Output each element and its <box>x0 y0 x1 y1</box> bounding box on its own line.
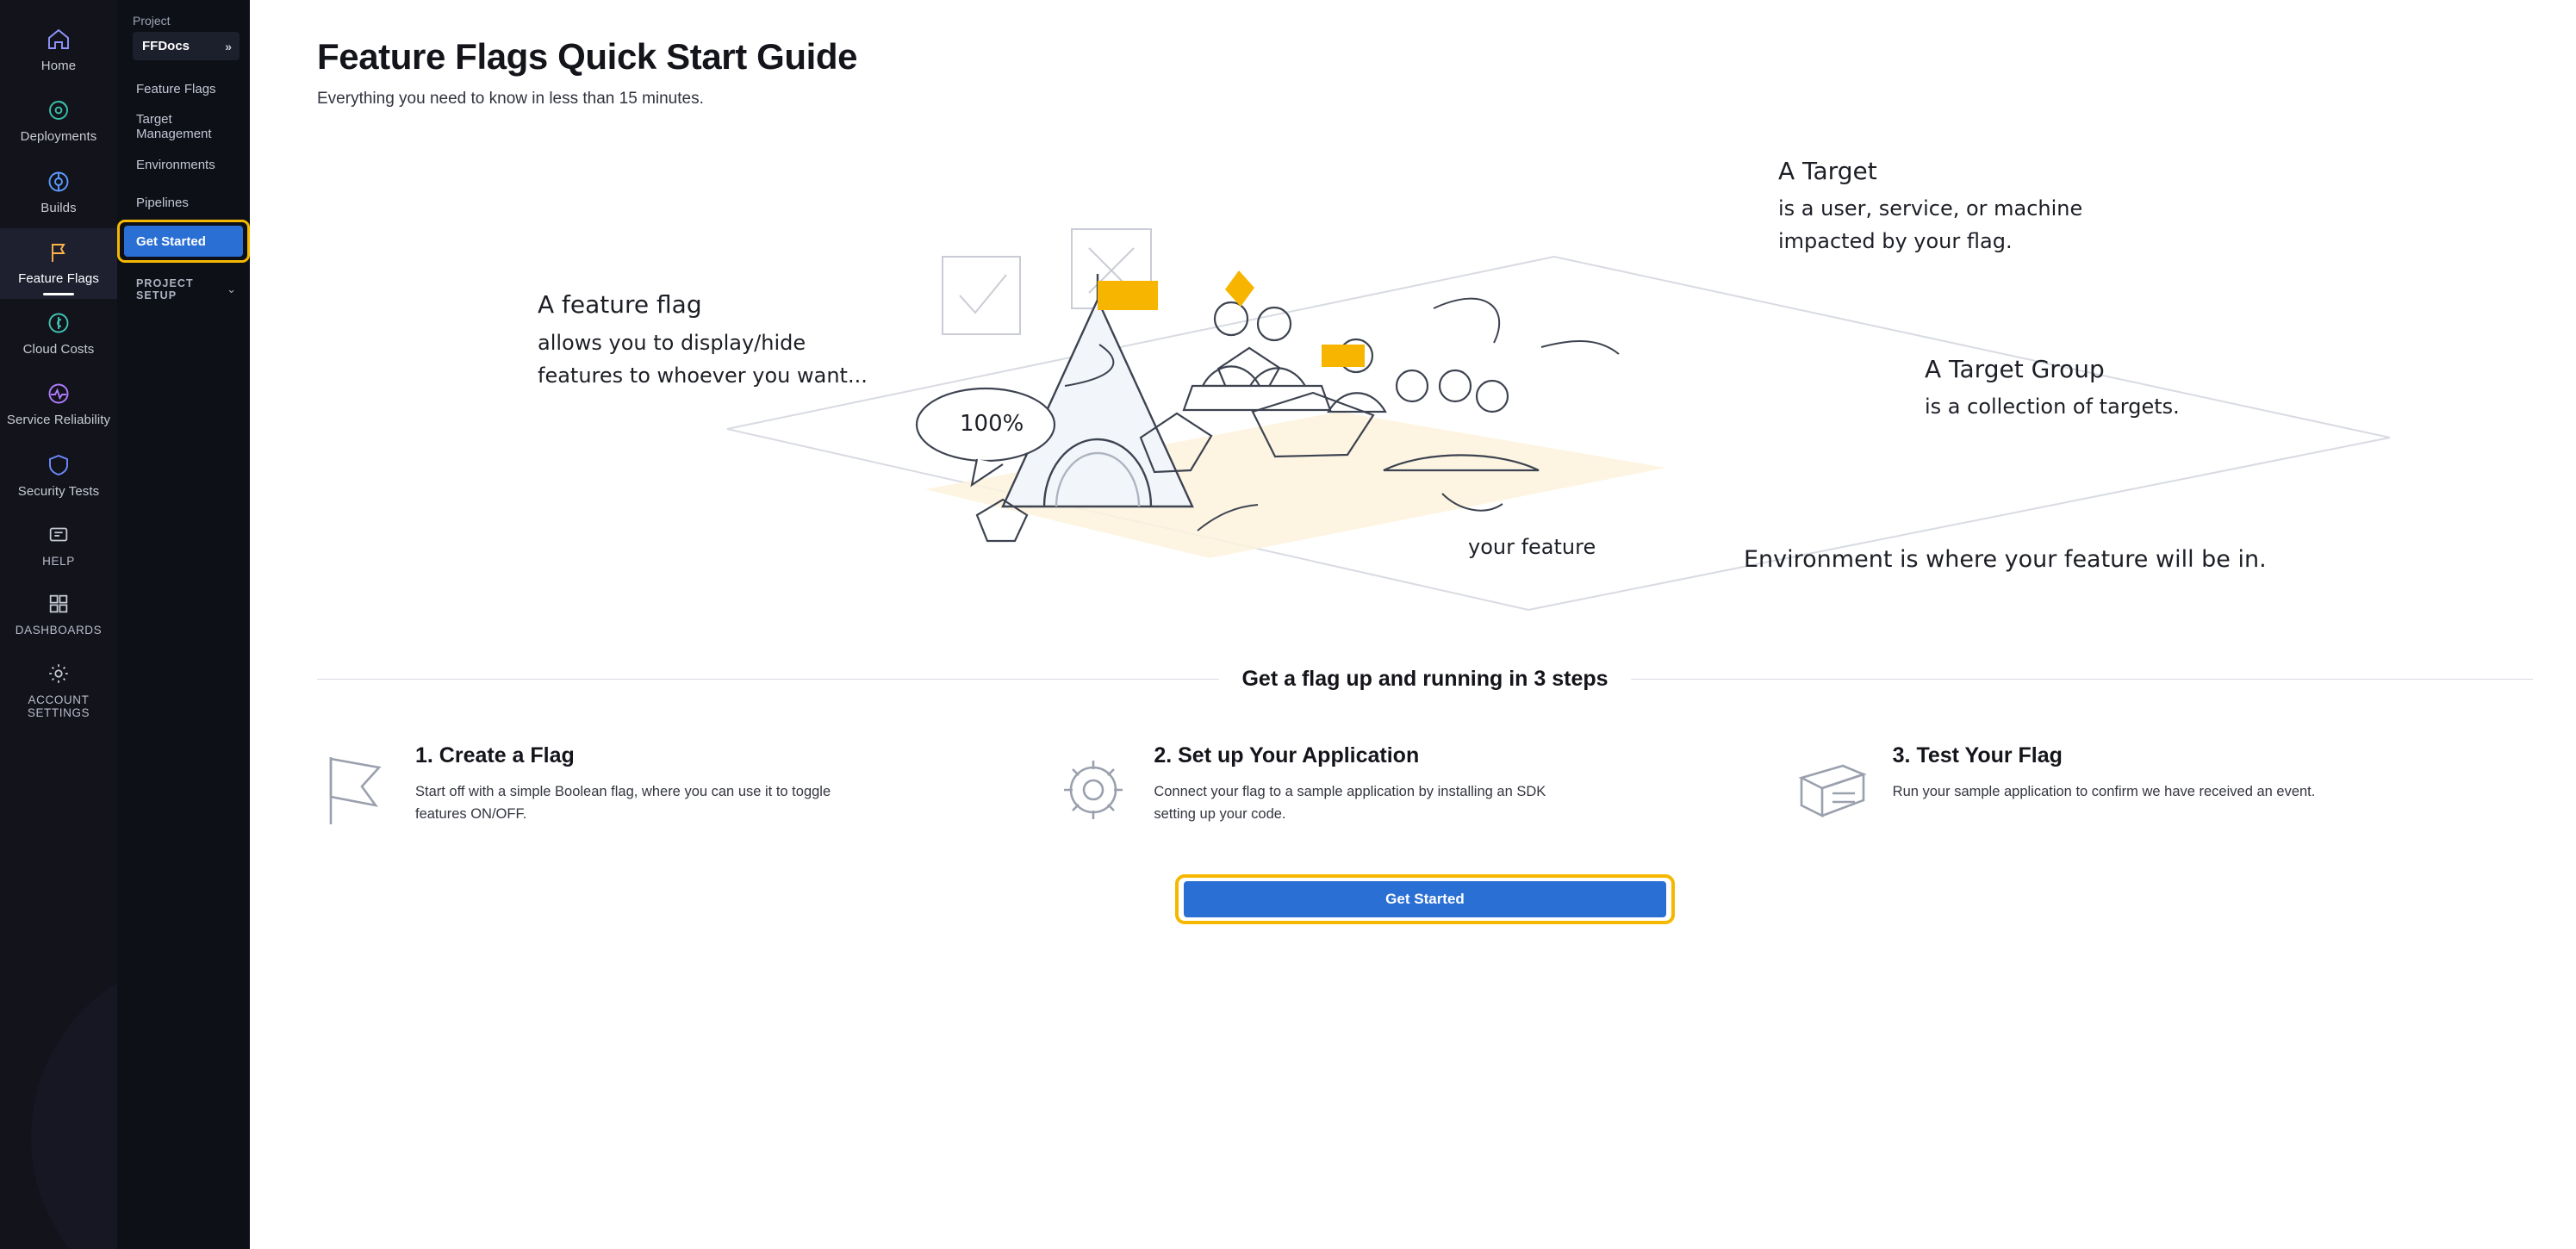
step-text <box>1154 743 1584 828</box>
sidebar-item-environments[interactable] <box>117 150 250 179</box>
rail-label: DASHBOARDS <box>15 624 103 637</box>
test-flag-icon <box>1795 743 1870 828</box>
feature-flags-icon <box>46 239 72 265</box>
divider-line-right <box>1631 679 2533 680</box>
feature-flag-note-line-1: A feature flag <box>538 290 702 319</box>
rail-label: Home <box>40 59 77 73</box>
step-body: Start off with a simple Boolean flag, where you can use it to toggle features ON/OFF. <box>415 784 831 823</box>
sidebar-item-label: Environments <box>136 157 215 172</box>
step-set-up-your-application <box>1055 743 1794 828</box>
environment-note-line-1: Environment is where your feature will be in. <box>1744 546 2267 573</box>
help-icon <box>46 523 72 549</box>
cloud-costs-icon <box>46 310 72 336</box>
rail-item-home[interactable] <box>0 16 117 86</box>
deployments-icon <box>46 97 72 123</box>
quick-start-illustration <box>317 127 2533 662</box>
page-title: Feature Flags Quick Start Guide <box>317 36 858 77</box>
your-feature-note-line-1: your feature <box>1468 535 1596 559</box>
chevron-right-icon: » <box>225 39 230 53</box>
illustration-svg <box>317 127 2533 662</box>
step-create-a-flag <box>317 743 1055 828</box>
target-note-line-2: is a user, service, or machine <box>1778 196 2083 221</box>
target-group-note-line-2: is a collection of targets. <box>1925 395 2180 419</box>
sidebar-item-pipelines[interactable] <box>117 188 250 217</box>
rail-item-dashboards[interactable] <box>0 581 117 650</box>
rail-item-builds[interactable] <box>0 158 117 228</box>
target-group-note-line-1: A Target Group <box>1925 355 2105 383</box>
account-settings-icon <box>46 662 72 687</box>
rail-label: Builds <box>40 200 77 215</box>
step-heading: 1. Create a Flag <box>415 743 575 767</box>
security-tests-icon <box>46 452 72 478</box>
step-body: Run your sample application to confirm we have received an event. <box>1892 784 2316 799</box>
target-note-line-3: impacted by your flag. <box>1778 229 2013 253</box>
step-heading: 3. Test Your Flag <box>1892 743 2063 767</box>
home-icon <box>46 27 72 53</box>
step-body: Connect your flag to a sample application by installing an SDK setting up your code. <box>1154 784 1546 823</box>
rail-label: Cloud Costs <box>22 342 95 357</box>
step-test-your-flag <box>1795 743 2533 828</box>
feature-flag-note-line-3: features to whoever you want... <box>538 364 868 388</box>
project-nav-list <box>117 74 250 257</box>
rail-label: Service Reliability <box>6 413 111 428</box>
rail-label: ACCOUNT SETTINGS <box>27 693 90 720</box>
page-subtitle: Everything you need to know in less than 15 minutes. <box>317 90 704 108</box>
step-text <box>1893 743 2316 828</box>
rail-item-service-reliability[interactable] <box>0 370 117 440</box>
dashboards-icon <box>46 592 72 618</box>
feature-flag-note-line-2: allows you to display/hide <box>538 331 806 355</box>
step-heading: 2. Set up Your Application <box>1154 743 1420 767</box>
project-label: Project <box>133 14 171 28</box>
sidebar-item-get-started[interactable] <box>124 226 243 257</box>
bubble-text: 100% <box>960 411 1024 437</box>
sidebar-item-feature-flags[interactable] <box>117 74 250 103</box>
rail-label: HELP <box>42 554 75 568</box>
steps-section-title: Get a flag up and running in 3 steps <box>1241 667 1608 691</box>
project-setup-label: PROJECT SETUP <box>136 277 194 301</box>
project-setup-section-toggle[interactable] <box>117 276 250 303</box>
sidebar-item-label: Target Management <box>136 112 212 141</box>
sidebar-item-label: Pipelines <box>136 195 189 210</box>
rail-item-cloud-costs[interactable] <box>0 299 117 370</box>
service-reliability-icon <box>46 381 72 407</box>
step-text <box>415 743 846 828</box>
sidebar-item-label: Feature Flags <box>136 81 216 96</box>
get-started-button[interactable]: Get Started <box>1184 881 1666 917</box>
builds-icon <box>46 169 72 195</box>
sidebar-item-target-management[interactable] <box>117 112 250 141</box>
steps-divider <box>317 667 2533 692</box>
rail-item-deployments[interactable] <box>0 86 117 157</box>
rail-item-security-tests[interactable] <box>0 441 117 512</box>
rail-label: Deployments <box>20 129 97 145</box>
rail-label: Feature Flags <box>18 270 99 286</box>
rail-item-feature-flags[interactable] <box>0 228 117 299</box>
sidebar-item-label: Get Started <box>136 233 206 249</box>
rail-item-help[interactable] <box>0 512 117 581</box>
project-sidebar <box>117 0 250 1249</box>
project-name: FFDocs <box>142 39 190 53</box>
rail-label: Security Tests <box>17 483 100 499</box>
main-content <box>250 0 2576 1249</box>
steps-list <box>317 743 2533 828</box>
target-note-line-1: A Target <box>1778 157 1877 185</box>
cta-container <box>317 881 2533 917</box>
flag-icon <box>317 743 393 828</box>
rail-item-account-settings[interactable] <box>0 650 117 733</box>
chevron-down-icon: ⌄ <box>227 283 236 295</box>
project-selector[interactable] <box>133 32 240 60</box>
primary-nav-rail <box>0 0 117 1249</box>
gear-icon <box>1055 743 1131 828</box>
divider-line-left <box>317 679 1219 680</box>
